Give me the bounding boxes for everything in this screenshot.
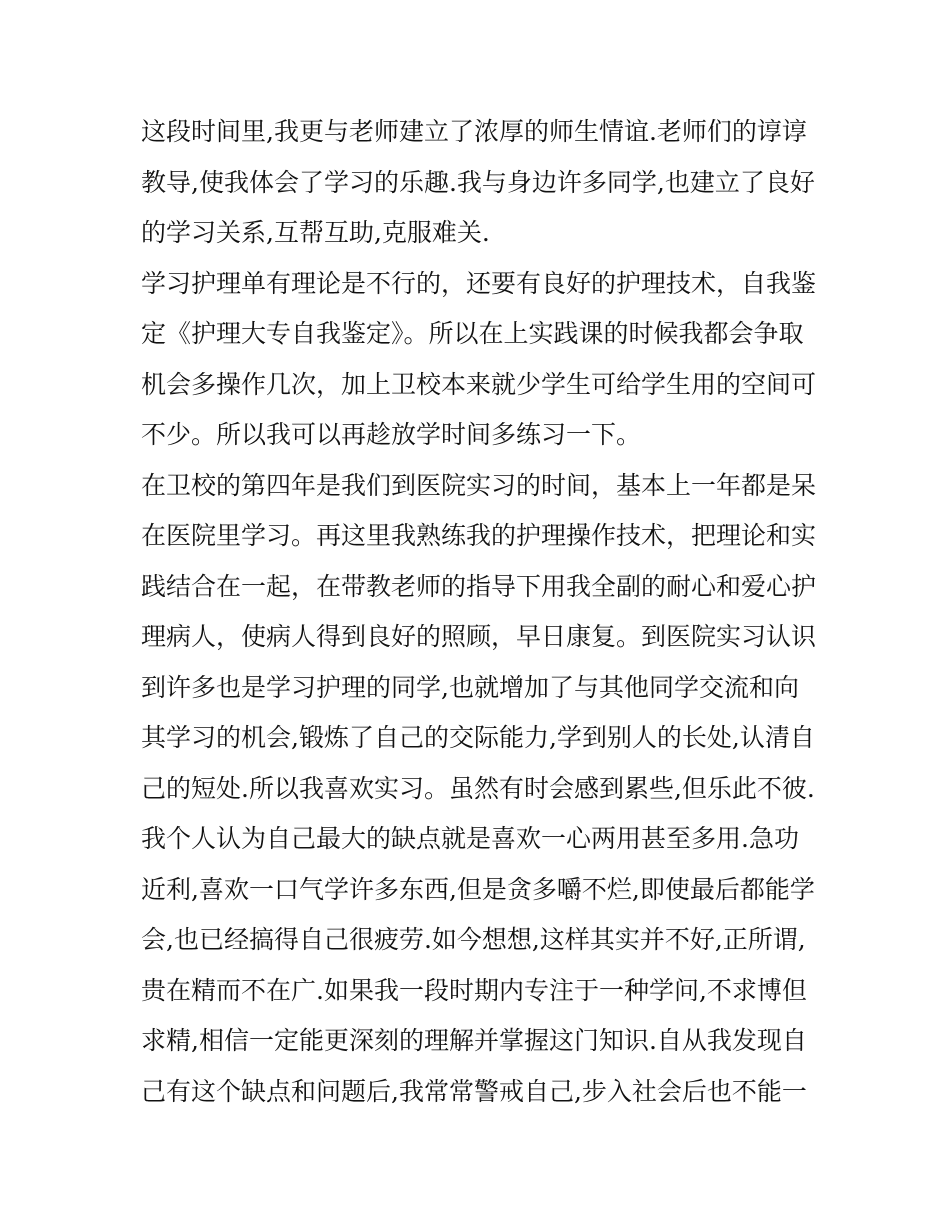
text-line: 己有这个缺点和问题后,我常常警戒自己,步入社会后也不能一 xyxy=(141,1076,807,1106)
text-line: 会,也已经搞得自己很疲劳.如今想想,这样其实并不好,正所谓, xyxy=(141,925,806,954)
text-line: 不少。所以我可以再趁放学时间多练习一下。 xyxy=(141,420,642,449)
text-line: 机会多操作几次，加上卫校本来就少学生可给学生用的空间可 xyxy=(141,369,817,399)
text-line: 学习护理单有理论是不行的，还要有良好的护理技术，自我鉴 xyxy=(141,268,817,298)
text-line: 贵在精而不在广.如果我一段时期内专注于一种学问,不求博但 xyxy=(141,975,807,1005)
text-line: 其学习的机会,锻炼了自己的交际能力,学到别人的长处,认清自 xyxy=(141,723,815,752)
body-text xyxy=(141,107,821,1117)
text-line: 践结合在一起，在带教老师的指导下用我全副的耐心和爱心护 xyxy=(141,571,817,601)
text-line: 理病人，使病人得到良好的照顾，早日康复。到医院实习认识 xyxy=(141,622,817,651)
text-line: 在医院里学习。再这里我熟练我的护理操作技术，把理论和实 xyxy=(141,521,817,550)
text-line: 在卫校的第四年是我们到医院实习的时间，基本上一年都是呆 xyxy=(141,470,817,500)
text-line: 近利,喜欢一口气学许多东西,但是贪多嚼不烂,即使最后都能学 xyxy=(141,874,815,904)
text-line: 求精,相信一定能更深刻的理解并掌握这门知识.自从我发现自 xyxy=(141,1026,807,1055)
text-line: 到许多也是学习护理的同学,也就增加了与其他同学交流和向 xyxy=(141,672,799,702)
text-line: 己的短处.所以我喜欢实习。虽然有时会感到累些,但乐此不彼. xyxy=(141,773,815,803)
text-line: 这段时间里,我更与老师建立了浓厚的师生情谊.老师们的谆谆 xyxy=(141,117,807,146)
text-line: 教导,使我体会了学习的乐趣.我与身边许多同学,也建立了良好 xyxy=(141,167,815,197)
text-line: 定《护理大专自我鉴定》。所以在上实践课的时候我都会争取 xyxy=(141,319,804,348)
text-line: 我个人认为自己最大的缺点就是喜欢一心两用甚至多用.急功 xyxy=(141,824,799,853)
text-line: 的学习关系,互帮互助,克服难关. xyxy=(141,218,490,247)
